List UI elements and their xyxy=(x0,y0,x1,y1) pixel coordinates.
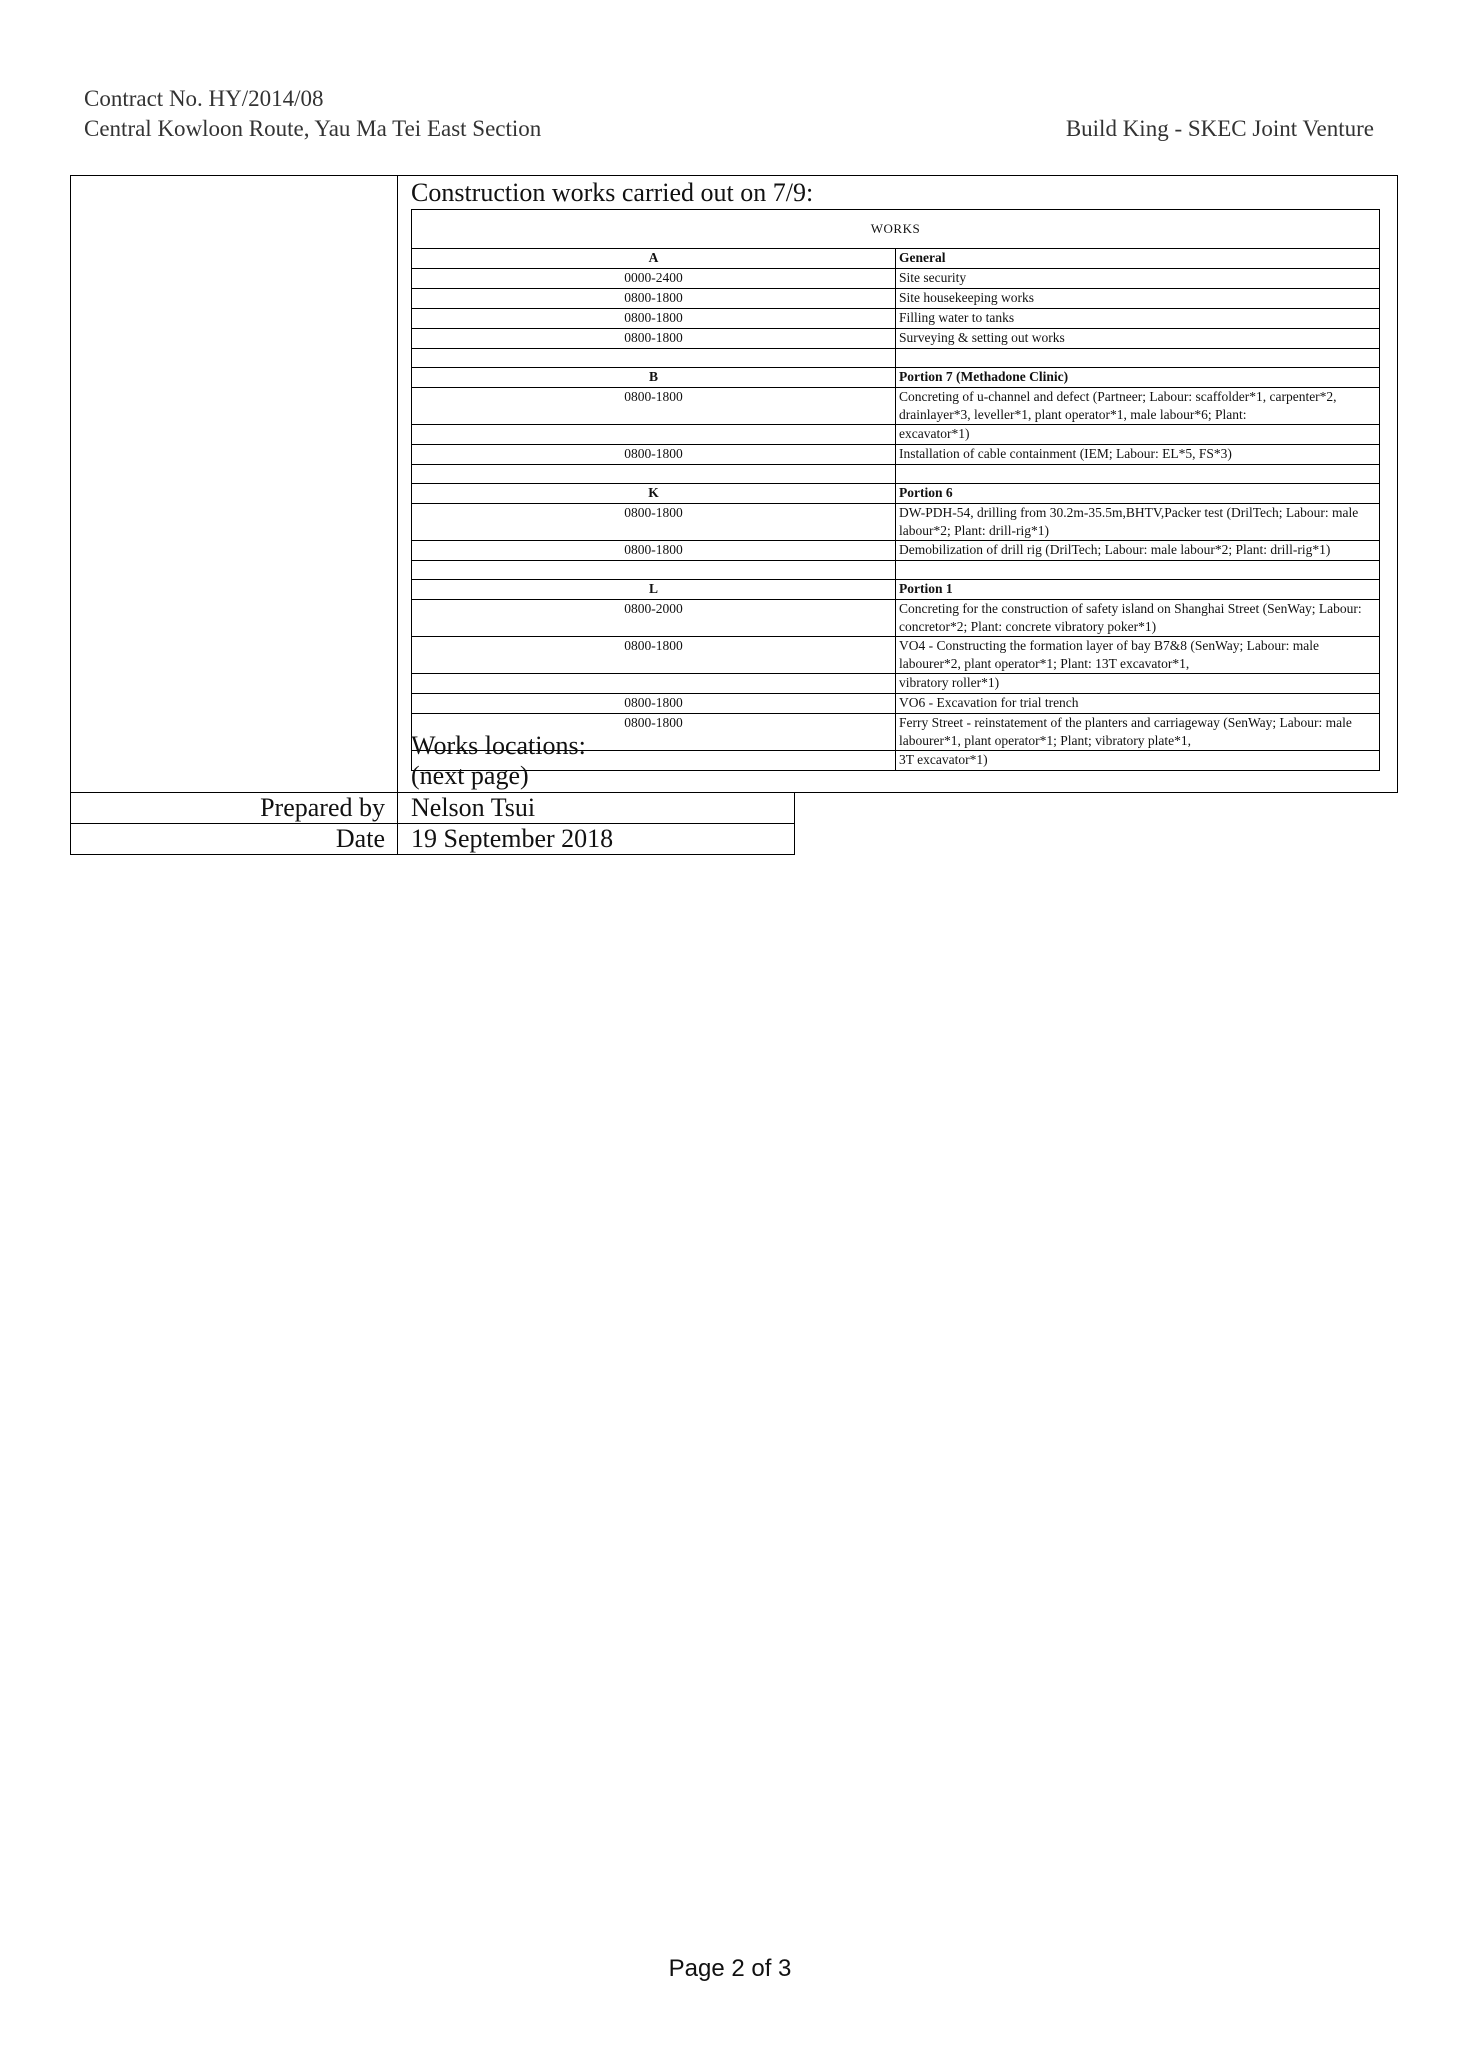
work-time: 0800-1800 xyxy=(412,714,896,751)
section-code: L xyxy=(412,580,896,600)
table-row xyxy=(412,674,1380,694)
signoff-table xyxy=(70,792,795,855)
work-time: 0800-1800 xyxy=(412,694,896,714)
company-name: Build King - SKEC Joint Venture xyxy=(1065,116,1374,141)
date-value: 19 September 2018 xyxy=(398,824,795,855)
blank-row xyxy=(412,465,1380,484)
table-row xyxy=(412,637,1380,674)
section-title: Portion 7 (Methadone Clinic) xyxy=(896,368,1380,388)
work-description: Filling water to tanks xyxy=(896,309,1380,329)
section-title: Portion 6 xyxy=(896,484,1380,504)
works-locations-label: Works locations: xyxy=(411,731,586,760)
table-row xyxy=(412,541,1380,561)
section-row xyxy=(412,484,1380,504)
prepared-by-label: Prepared by xyxy=(71,793,398,824)
table-row xyxy=(412,289,1380,309)
blank-cell xyxy=(412,349,896,368)
works-locations xyxy=(411,731,586,791)
section-code: A xyxy=(412,249,896,269)
table-row xyxy=(412,388,1380,425)
section-title: Portion 1 xyxy=(896,580,1380,600)
blank-cell xyxy=(896,465,1380,484)
work-description: 3T excavator*1) xyxy=(896,751,1380,771)
table-row xyxy=(412,600,1380,637)
work-description: Site security xyxy=(896,269,1380,289)
work-description: excavator*1) xyxy=(896,425,1380,445)
date-row xyxy=(71,824,795,855)
work-description: Concreting of u-channel and defect (Partneer; Labour: scaffolder*1, carpenter*2, drainlayer*3, leveller*1, plant operator*1, male labour*6; Plant: xyxy=(896,388,1380,425)
section-row xyxy=(412,368,1380,388)
table-row xyxy=(412,694,1380,714)
work-time: 0800-1800 xyxy=(412,289,896,309)
work-description: Installation of cable containment (IEM; Labour: EL*5, FS*3) xyxy=(896,445,1380,465)
blank-cell xyxy=(896,561,1380,580)
works-locations-value: (next page) xyxy=(411,761,529,790)
works-table-title-row xyxy=(412,210,1380,249)
table-row xyxy=(412,269,1380,289)
blank-cell xyxy=(896,349,1380,368)
work-description: Site housekeeping works xyxy=(896,289,1380,309)
works-table xyxy=(411,209,1380,771)
blank-cell xyxy=(412,465,896,484)
work-description: Demobilization of drill rig (DrilTech; Labour: male labour*2; Plant: drill-rig*1) xyxy=(896,541,1380,561)
construction-title: Construction works carried out on 7/9: xyxy=(411,178,814,207)
work-description: VO6 - Excavation for trial trench xyxy=(896,694,1380,714)
blank-row xyxy=(412,561,1380,580)
work-time: 0800-1800 xyxy=(412,329,896,349)
work-description: DW-PDH-54, drilling from 30.2m-35.5m,BHTV,Packer test (DrilTech; Labour: male labour*2; Plant: drill-rig*1) xyxy=(896,504,1380,541)
date-label: Date xyxy=(71,824,398,855)
section-code: K xyxy=(412,484,896,504)
table-row xyxy=(412,329,1380,349)
contract-number: Contract No. HY/2014/08 xyxy=(84,86,324,111)
work-time: 0800-1800 xyxy=(412,541,896,561)
table-row xyxy=(412,309,1380,329)
blank-row xyxy=(412,349,1380,368)
work-time: 0800-2000 xyxy=(412,600,896,637)
work-time: 0800-1800 xyxy=(412,504,896,541)
table-row xyxy=(412,425,1380,445)
work-time: 0800-1800 xyxy=(412,388,896,425)
table-row xyxy=(412,445,1380,465)
work-time: 0000-2400 xyxy=(412,269,896,289)
blank-cell xyxy=(412,561,896,580)
work-time: 0800-1800 xyxy=(412,637,896,674)
column-divider xyxy=(397,176,398,792)
prepared-by-value: Nelson Tsui xyxy=(398,793,795,824)
work-description: Surveying & setting out works xyxy=(896,329,1380,349)
table-row xyxy=(412,504,1380,541)
header-left xyxy=(84,84,541,144)
report-content xyxy=(411,176,1381,771)
page-number: Page 2 of 3 xyxy=(668,1955,792,1982)
section-row xyxy=(412,249,1380,269)
section-title: General xyxy=(896,249,1380,269)
project-name: Central Kowloon Route, Yau Ma Tei East Section xyxy=(84,116,542,141)
work-description: vibratory roller*1) xyxy=(896,674,1380,694)
work-description: VO4 - Constructing the formation layer of bay B7&8 (SenWay; Labour: male labourer*2, plant operator*1; Plant: 13T excavator*1, xyxy=(896,637,1380,674)
work-time xyxy=(412,425,896,445)
section-code: B xyxy=(412,368,896,388)
section-row xyxy=(412,580,1380,600)
prepared-by-row xyxy=(71,793,795,824)
work-time: 0800-1800 xyxy=(412,445,896,465)
work-time: 0800-1800 xyxy=(412,309,896,329)
work-description: Concreting for the construction of safety island on Shanghai Street (SenWay; Labour: concretor*2; Plant: concrete vibratory poker*1) xyxy=(896,600,1380,637)
work-time xyxy=(412,674,896,694)
works-table-title: WORKS xyxy=(412,210,1380,249)
report-frame xyxy=(70,175,1398,793)
work-description: Ferry Street - reinstatement of the planters and carriageway (SenWay; Labour: male labourer*1, plant operator*1; Plant; vibratory plate*1, xyxy=(896,714,1380,751)
